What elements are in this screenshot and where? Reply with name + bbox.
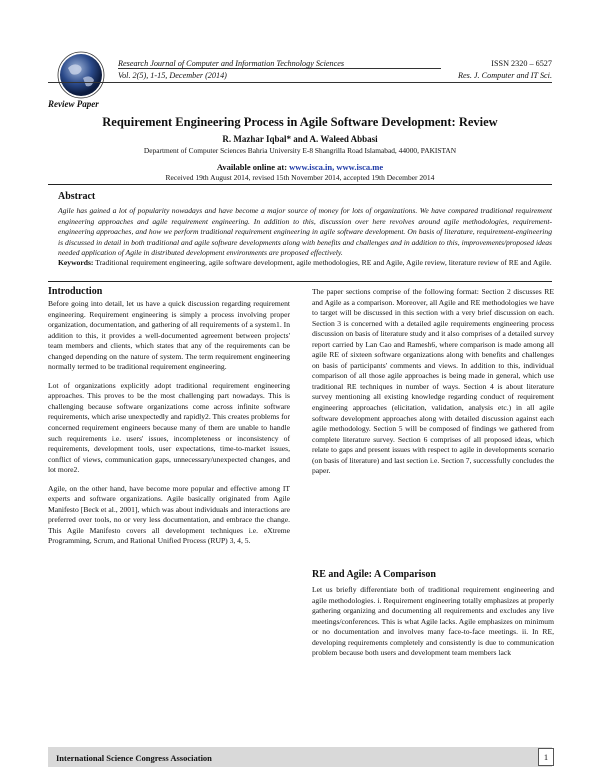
available-label: Available online at: xyxy=(216,162,288,172)
intro-column xyxy=(48,299,290,555)
paper-authors: R. Mazhar Iqbal* and A. Waleed Abbasi xyxy=(222,134,378,144)
keywords-text: Traditional requirement engineering, agile software development, agile methodologies, RE and Agile, Agile review, literature review of RE and Agile. xyxy=(95,258,552,267)
journal-issn: ISSN 2320 – 6527 xyxy=(491,59,552,68)
header-bottom-rule xyxy=(48,82,552,83)
keywords xyxy=(58,258,552,269)
intro-paragraph-2: Lot of organizations explicitly adopt traditional requirement engineering approaches. This proves to be the most challenging part nowadays. This is challenging because software organizations come across infinite software requirements, which arise unexpectedly and rapidly2. This creates problems for concerned requirement engineers because many of them are unable to handle such requirements i.e. users' issues, incompleteness or inconsistency of requirements, development tools, user expectations, time-to-market issues, conflict of views, communication gaps, unnecessary/unexpected changes, and lot more2. xyxy=(48,380,290,475)
section2-paragraph-1: Let us briefly differentiate both of traditional requirement engineering and agile methodologies. i. Requirement engineering totally emphasizes at properly gathering organizing and documenting all requirements and excludes any live meetings/conferences. This is what Agile lacks. Agile emphasizes on minimum or no documentation and involves many face-to-face meetings. ii. In RE, developing requirements completely and consistently is due to communication problem because both users and development team members lack xyxy=(312,585,554,658)
footer-organization: International Science Congress Association xyxy=(56,753,212,763)
abstract-heading: Abstract xyxy=(58,191,96,202)
journal-globe-logo-icon xyxy=(56,50,106,100)
intro-paragraph-1: Before going into detail, let us have a quick discussion regarding requirement engineering. Requirement engineering is simply a process involving proper organization, documentation, and gathering of all requirements of a system1. In addition to this, it provides a well-documented agreement between projects' team members and clients, which states that any of the requirements can be changed depending on the nature of system. The term requirement engineering normally termed to be traditional requirement engineering. xyxy=(48,299,290,372)
right-paragraph-1: The paper sections comprise of the following format: Section 2 discusses RE and Agile as a comparison. Moreover, all Agile and RE methodologies we have to target will be discussed in this section with a very brief discussion on each. Section 3 is concerned with a detailed agile requirements engineering process discussion on basis of literature study and it also comprises of a detailed survey report carried by Lan Cao and Ramesh6, where comparison is made among all agile RE of sixteen software organizations along with benefits and challenges on basis of participants' comments and views. In addition to this, individual comparison of all those agile approaches is being made in general, which use traditional RE techniques in number of ways. Section 4 is about literature survey mentioning all existing knowledge regarding conduct of requirement engineering approaches (elicitation, validation, analysis etc.) in all agile software development approaches along with detailed discussion against each agile methodology. Section 5 will be composed of findings we gathered from complete literature survey. Section 6 comprises of all proposed ideas, which relate to gaps and present issues with respect to agile in developments scenario (on basis of literature) and last section i.e. Section 7, successfully concludes the paper. xyxy=(312,287,554,476)
right-column xyxy=(312,287,554,485)
journal-name: Research Journal of Computer and Information Technology Sciences xyxy=(118,59,345,68)
section2-column xyxy=(312,585,554,667)
section2-heading: RE and Agile: A Comparison xyxy=(312,569,436,580)
abstract-text: Agile has gained a lot of popularity nowadays and have become a major source of money for lots of organizations. We have compared traditional requirement engineering approaches and agile requirement engineering. In addition to this, discussion over here revolves around agile methodologies, requirement-engineering approaches, and how we perform traditional requirement engineering in agile software development. On basis of literature, requirement-engineering is discussed in detail in both traditional and agile software developments along with benefits and challenges and in addition to this, improvements/proposed ideas needed application of Agile in distributed development environments are proposed effectively. xyxy=(58,206,552,257)
available-online xyxy=(48,162,552,172)
paper-title: Requirement Engineering Process in Agile Software Development: Review xyxy=(102,115,498,129)
journal-short-title: Res. J. Computer and IT Sci. xyxy=(458,71,552,80)
header-rule xyxy=(118,68,441,69)
author-affiliation: Department of Computer Sciences Bahria University E-8 Shangrilla Road Islamabad, 44000, PAKISTAN xyxy=(143,146,457,155)
intro-paragraph-3: Agile, on the other hand, have become more popular and effective among IT experts and software organizations. Agile basically originated from Agile Manifesto [Beck et al., 2001], which was about individuals and interactions are preferred over tools, no or very less documentation, and embrace the change. This Agile Manifesto covers all development techniques i.e. eXtreme Programming, Scrum, and Rational Unified Process (RUP) 3, 4, 5. xyxy=(48,483,290,546)
keywords-label: Keywords: xyxy=(58,258,94,267)
abstract-bottom-rule xyxy=(48,281,552,282)
paper-type: Review Paper xyxy=(48,99,99,109)
journal-volume: Vol. 2(5), 1-15, December (2014) xyxy=(118,71,227,80)
received-dates: Received 19th August 2014, revised 15th November 2014, accepted 19th December 2014 xyxy=(165,173,435,182)
page-number: 1 xyxy=(538,748,554,766)
available-links[interactable]: www.isca.in, www.isca.me xyxy=(289,162,384,172)
intro-heading: Introduction xyxy=(48,286,103,297)
